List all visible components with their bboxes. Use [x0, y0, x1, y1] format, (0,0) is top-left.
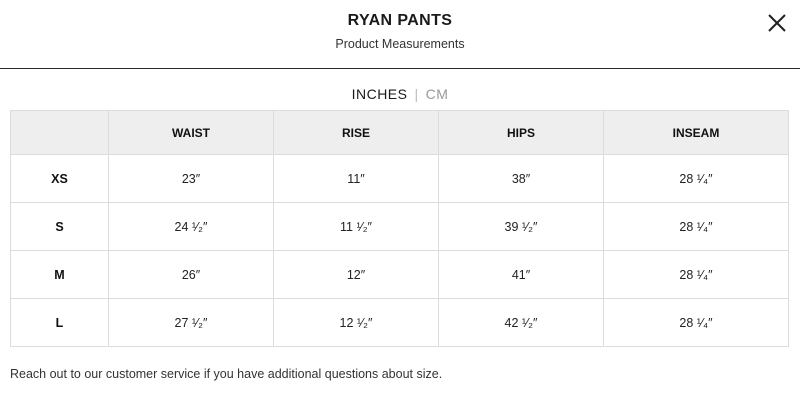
- unit-separator: |: [414, 86, 419, 102]
- inseam-cell: 28 ¹⁄₄″: [604, 299, 789, 347]
- rise-cell: 11 ¹⁄₂″: [274, 203, 439, 251]
- table-row: [11, 251, 789, 299]
- table-header-row: [11, 111, 789, 155]
- table-row: [11, 155, 789, 203]
- rise-cell: 12″: [274, 251, 439, 299]
- close-icon: [766, 12, 788, 34]
- size-label: S: [11, 203, 109, 251]
- size-label: L: [11, 299, 109, 347]
- column-header-waist: WAIST: [109, 111, 274, 155]
- column-header-size: [11, 111, 109, 155]
- inseam-cell: 28 ¹⁄₄″: [604, 251, 789, 299]
- size-label: XS: [11, 155, 109, 203]
- modal-header: [0, 0, 800, 69]
- page-subtitle: Product Measurements: [335, 37, 465, 51]
- table-row: [11, 203, 789, 251]
- unit-inches-tab[interactable]: INCHES: [351, 86, 408, 102]
- column-header-hips: HIPS: [439, 111, 604, 155]
- rise-cell: 11″: [274, 155, 439, 203]
- table-row: [11, 299, 789, 347]
- hips-cell: 38″: [439, 155, 604, 203]
- unit-cm-tab[interactable]: CM: [425, 86, 449, 102]
- unit-toggle: [0, 86, 800, 102]
- close-button[interactable]: [766, 12, 788, 34]
- inseam-cell: 28 ¹⁄₄″: [604, 155, 789, 203]
- column-header-rise: RISE: [274, 111, 439, 155]
- size-table: [10, 110, 789, 347]
- rise-cell: 12 ¹⁄₂″: [274, 299, 439, 347]
- column-header-inseam: INSEAM: [604, 111, 789, 155]
- waist-cell: 23″: [109, 155, 274, 203]
- page-title: RYAN PANTS: [347, 12, 453, 29]
- inseam-cell: 28 ¹⁄₄″: [604, 203, 789, 251]
- hips-cell: 39 ¹⁄₂″: [439, 203, 604, 251]
- hips-cell: 41″: [439, 251, 604, 299]
- waist-cell: 26″: [109, 251, 274, 299]
- size-label: M: [11, 251, 109, 299]
- waist-cell: 27 ¹⁄₂″: [109, 299, 274, 347]
- waist-cell: 24 ¹⁄₂″: [109, 203, 274, 251]
- hips-cell: 42 ¹⁄₂″: [439, 299, 604, 347]
- footer-note: Reach out to our customer service if you have additional questions about size.: [10, 367, 443, 381]
